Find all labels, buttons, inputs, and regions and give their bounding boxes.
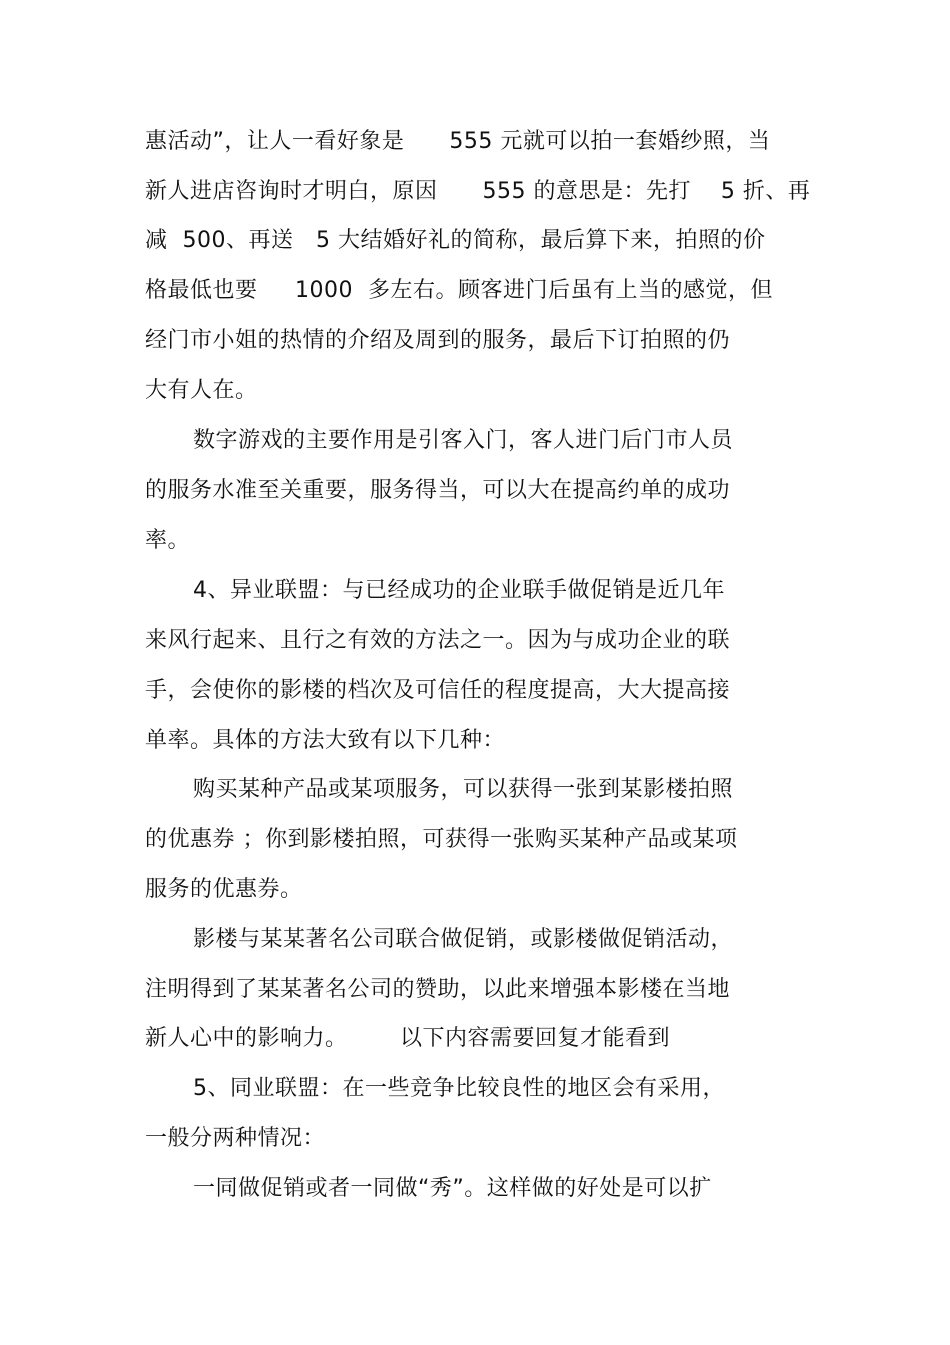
text-line: 惠活动”，让人一看好象是 555 元就可以拍一套婚纱照，当 [145, 129, 771, 154]
text-line: 数字游戏的主要作用是引客入门，客人进门后门市人员 [193, 428, 734, 453]
text-line: 单率。具体的方法大致有以下几种： [145, 728, 506, 753]
text-line: 新人进店咨询时才明白，原因 555 的意思是：先打 5 折、再 [145, 179, 811, 204]
text-line: 5、同业联盟：在一些竞争比较良性的地区会有采用， [193, 1076, 725, 1101]
text-line: 一般分两种情况： [145, 1126, 326, 1151]
text-line: 的优惠券 ；你到影楼拍照，可获得一张购买某种产品或某项 [145, 827, 738, 852]
text-line: 新人心中的影响力。 以下内容需要回复才能看到 [145, 1026, 670, 1051]
text-line: 大有人在。 [145, 378, 258, 403]
text-line: 手，会使你的影楼的档次及可信任的程度提高，大大提高接 [145, 678, 731, 703]
text-line: 率。 [145, 528, 191, 553]
text-line: 服务的优惠券。 [145, 877, 303, 902]
text-line: 影楼与某某著名公司联合做促销，或影楼做促销活动， [193, 927, 734, 952]
text-line: 购买某种产品或某项服务，可以获得一张到某影楼拍照 [193, 777, 734, 802]
text-line: 一同做促销或者一同做“秀”。这样做的好处是可以扩 [193, 1176, 712, 1201]
text-line: 减 500、再送 5 大结婚好礼的简称，最后算下来，拍照的价 [145, 228, 766, 253]
text-line: 经门市小姐的热情的介绍及周到的服务，最后下订拍照的仍 [145, 328, 731, 353]
text-line: 注明得到了某某著名公司的赞助，以此来增强本影楼在当地 [145, 977, 731, 1002]
text-line: 格最低也要 1000 多左右。顾客进门后虽有上当的感觉，但 [145, 278, 773, 303]
text-line: 4、异业联盟：与已经成功的企业联手做促销是近几年 [193, 578, 725, 603]
text-line: 来风行起来、且行之有效的方法之一。因为与成功企业的联 [145, 628, 731, 653]
text-line: 的服务水准至关重要，服务得当，可以大在提高约单的成功 [145, 478, 731, 503]
